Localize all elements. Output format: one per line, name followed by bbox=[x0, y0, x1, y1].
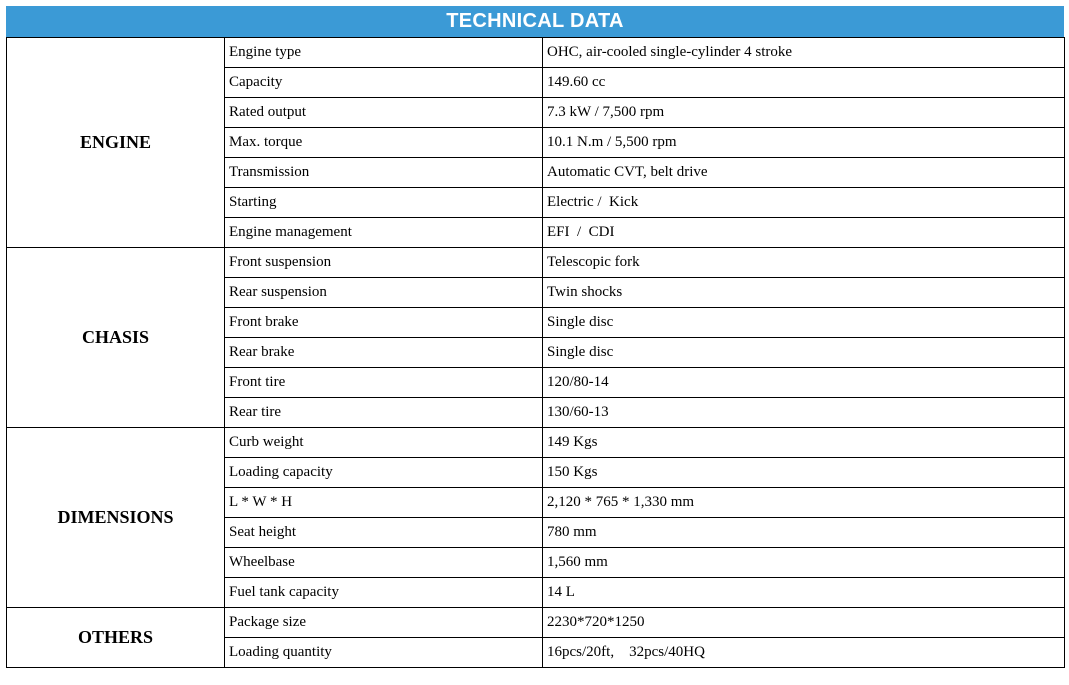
spec-table bbox=[6, 37, 1065, 668]
technical-data-sheet bbox=[6, 6, 1064, 668]
spec-value: Single disc bbox=[543, 308, 1065, 338]
spec-label: Wheelbase bbox=[225, 548, 543, 578]
section-chasis: CHASIS bbox=[7, 248, 225, 428]
spec-value: EFI / CDI bbox=[543, 218, 1065, 248]
spec-label: Rated output bbox=[225, 98, 543, 128]
spec-label: Engine management bbox=[225, 218, 543, 248]
spec-value: 150 Kgs bbox=[543, 458, 1065, 488]
spec-label: Front brake bbox=[225, 308, 543, 338]
spec-value: 1,560 mm bbox=[543, 548, 1065, 578]
spec-label: L * W * H bbox=[225, 488, 543, 518]
spec-label: Capacity bbox=[225, 68, 543, 98]
table-title: TECHNICAL DATA bbox=[6, 6, 1064, 37]
spec-value: 10.1 N.m / 5,500 rpm bbox=[543, 128, 1065, 158]
spec-label: Seat height bbox=[225, 518, 543, 548]
spec-label: Front suspension bbox=[225, 248, 543, 278]
spec-value: 149.60 cc bbox=[543, 68, 1065, 98]
spec-value: 2230*720*1250 bbox=[543, 608, 1065, 638]
spec-value: Twin shocks bbox=[543, 278, 1065, 308]
spec-value: 149 Kgs bbox=[543, 428, 1065, 458]
spec-value: Electric / Kick bbox=[543, 188, 1065, 218]
spec-value: 130/60-13 bbox=[543, 398, 1065, 428]
spec-label: Rear brake bbox=[225, 338, 543, 368]
spec-value: 120/80-14 bbox=[543, 368, 1065, 398]
spec-value: Telescopic fork bbox=[543, 248, 1065, 278]
spec-label: Engine type bbox=[225, 38, 543, 68]
spec-label: Loading quantity bbox=[225, 638, 543, 668]
table-row bbox=[7, 608, 1065, 638]
spec-value: 16pcs/20ft, 32pcs/40HQ bbox=[543, 638, 1065, 668]
spec-label: Package size bbox=[225, 608, 543, 638]
section-dimensions: DIMENSIONS bbox=[7, 428, 225, 608]
section-others: OTHERS bbox=[7, 608, 225, 668]
table-row bbox=[7, 428, 1065, 458]
spec-label: Max. torque bbox=[225, 128, 543, 158]
spec-value: Single disc bbox=[543, 338, 1065, 368]
spec-value: 2,120 * 765 * 1,330 mm bbox=[543, 488, 1065, 518]
spec-label: Fuel tank capacity bbox=[225, 578, 543, 608]
spec-value: 7.3 kW / 7,500 rpm bbox=[543, 98, 1065, 128]
section-engine: ENGINE bbox=[7, 38, 225, 248]
spec-label: Front tire bbox=[225, 368, 543, 398]
spec-label: Rear suspension bbox=[225, 278, 543, 308]
spec-label: Curb weight bbox=[225, 428, 543, 458]
spec-label: Rear tire bbox=[225, 398, 543, 428]
spec-label: Transmission bbox=[225, 158, 543, 188]
spec-value: Automatic CVT, belt drive bbox=[543, 158, 1065, 188]
spec-label: Starting bbox=[225, 188, 543, 218]
spec-value: OHC, air-cooled single-cylinder 4 stroke bbox=[543, 38, 1065, 68]
spec-value: 14 L bbox=[543, 578, 1065, 608]
table-row bbox=[7, 248, 1065, 278]
page-edge bbox=[0, 678, 1069, 685]
spec-value: 780 mm bbox=[543, 518, 1065, 548]
table-row bbox=[7, 38, 1065, 68]
spec-label: Loading capacity bbox=[225, 458, 543, 488]
